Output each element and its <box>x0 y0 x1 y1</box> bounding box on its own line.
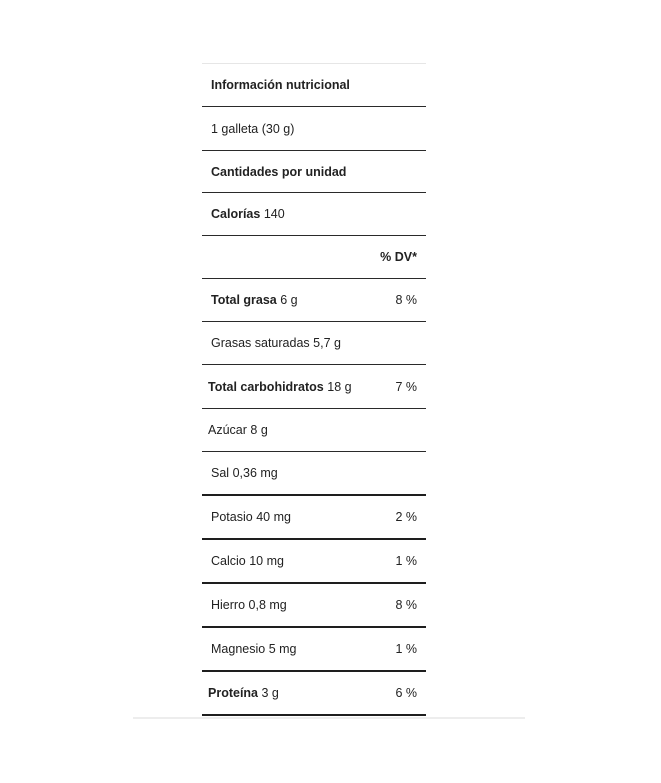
calories-cell <box>202 207 285 221</box>
nutrient-label <box>202 686 279 700</box>
nutrient-name: Azúcar <box>208 423 247 437</box>
nutrient-row-potassium <box>202 496 426 540</box>
nutrient-row-calcium <box>202 540 426 584</box>
nutrient-dv: 1 % <box>395 642 417 656</box>
nutrient-amount: 0,8 mg <box>248 598 287 612</box>
nutrient-name: Potasio <box>211 510 253 524</box>
nutrient-label <box>202 642 296 656</box>
nutrient-dv: 1 % <box>395 554 417 568</box>
bottom-divider <box>133 717 525 719</box>
nutrient-dv: 2 % <box>395 510 417 524</box>
nutrition-facts-table <box>202 64 426 716</box>
nutrient-row-iron <box>202 584 426 628</box>
nutrient-amount: 0,36 mg <box>232 466 278 480</box>
calories-value: 140 <box>263 207 285 221</box>
nutrient-amount: 40 mg <box>256 510 291 524</box>
nutrient-dv: 8 % <box>395 598 417 612</box>
nutrient-name: Total carbohidratos <box>208 379 324 394</box>
nutrient-dv: 8 % <box>395 293 417 307</box>
serving-row <box>202 107 426 151</box>
nutrient-label <box>202 380 352 394</box>
dv-header-row <box>202 236 426 279</box>
nutrient-row-sugar <box>202 409 426 452</box>
nutrient-name: Total grasa <box>211 293 277 307</box>
nutrient-amount: 5,7 g <box>313 336 341 350</box>
amounts-header: Cantidades por unidad <box>211 164 347 179</box>
nutrient-label <box>202 466 278 480</box>
nutrient-name: Sal <box>211 466 230 480</box>
amounts-header-row <box>202 151 426 193</box>
nutrient-label <box>202 423 268 437</box>
nutrient-row-protein <box>202 672 426 716</box>
nutrient-amount: 10 mg <box>249 554 284 568</box>
nutrient-name: Hierro <box>211 598 246 612</box>
nutrient-amount: 8 g <box>250 423 268 437</box>
nutrient-amount: 6 g <box>280 293 298 307</box>
nutrient-amount: 3 g <box>261 686 279 700</box>
nutrient-name: Proteína <box>208 686 259 700</box>
title-row <box>202 64 426 107</box>
nutrient-name: Magnesio <box>211 642 266 656</box>
nutrient-row-salt <box>202 452 426 496</box>
nutrient-amount: 18 g <box>327 379 352 394</box>
nutrient-row-magnesium <box>202 628 426 672</box>
nutrient-name: Grasas saturadas <box>211 336 310 350</box>
nutrient-label <box>202 554 284 568</box>
nutrient-amount: 5 mg <box>268 642 297 656</box>
nutrient-row-saturated-fat <box>202 322 426 365</box>
dv-header: % DV* <box>380 250 417 264</box>
nutrient-label <box>202 336 341 350</box>
nutrient-row-total-fat <box>202 279 426 322</box>
nutrient-name: Calcio <box>211 554 246 568</box>
nutrient-row-total-carbs <box>202 365 426 409</box>
nutrient-label <box>202 293 298 307</box>
table-title: Información nutricional <box>211 78 350 92</box>
nutrient-label <box>202 510 291 524</box>
nutrient-dv: 6 % <box>395 686 417 700</box>
calories-row <box>202 193 426 236</box>
serving-size: 1 galleta (30 g) <box>211 121 295 136</box>
calories-label: Calorías <box>211 207 261 221</box>
nutrient-dv: 7 % <box>395 379 417 394</box>
nutrient-label <box>202 598 287 612</box>
